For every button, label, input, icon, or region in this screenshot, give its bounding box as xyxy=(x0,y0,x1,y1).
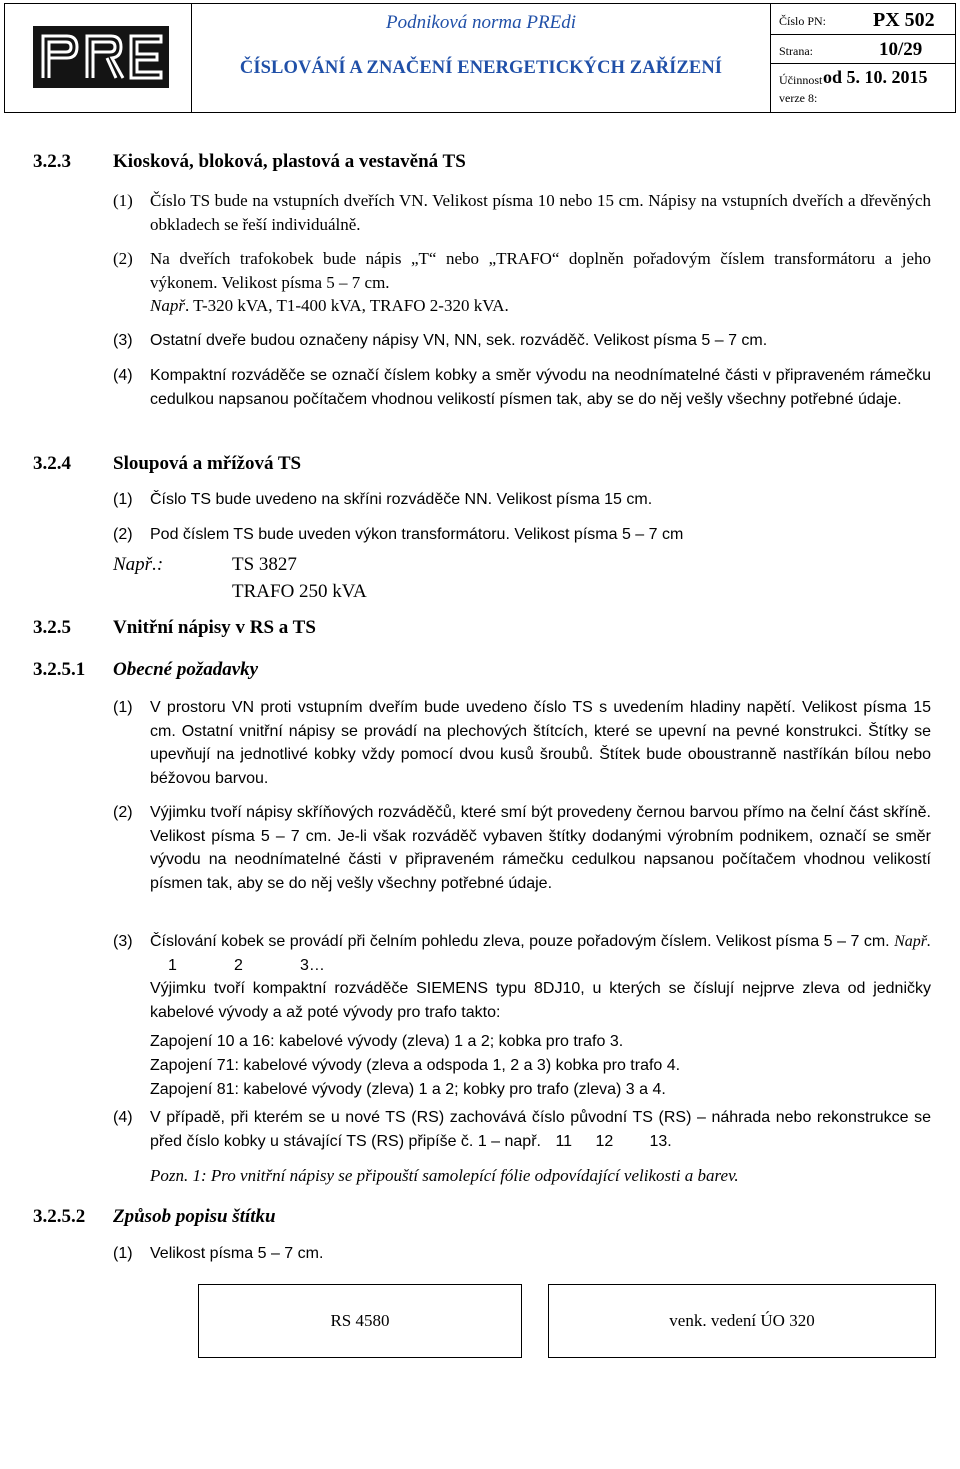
section-heading: Kiosková, bloková, plastová a vestavěná TS xyxy=(113,151,466,172)
paragraph-text: Číslo TS bude na vstupních dveřích VN. Velikost písma 10 nebo 15 cm. Nápisy na vstupních dveřích a dřevěných obkladech se řeší individuálně. xyxy=(150,191,931,234)
strana-label: Strana: xyxy=(779,44,813,58)
label-example-left xyxy=(198,1284,522,1358)
example-label: Např.: xyxy=(113,554,164,575)
label-example-text: venk. vedení ÚO 320 xyxy=(669,1311,815,1330)
paragraph xyxy=(113,696,931,790)
norm-title: Podniková norma PREdi xyxy=(386,12,576,33)
paragraph xyxy=(113,189,931,236)
strana-row xyxy=(771,35,955,64)
paragraph-example xyxy=(150,294,931,318)
subsection-number: 3.2.5.2 xyxy=(33,1206,86,1227)
header-meta-cell xyxy=(771,4,955,112)
document-title: ČÍSLOVÁNÍ A ZNAČENÍ ENERGETICKÝCH ZAŘÍZENÍ xyxy=(239,58,723,78)
example-line: TS 3827 xyxy=(232,554,297,575)
paragraph xyxy=(113,488,931,512)
example-line: TRAFO 250 kVA xyxy=(232,581,367,602)
paragraph-text: Kompaktní rozváděče se označí číslem kobky a směr vývodu na neodnímatelné části v připraveném rámečku cedulkou napsanou počítačem vhodnou velikostí písmen tak, aby se do něj vešly všechny potřebné údaje. xyxy=(150,367,931,408)
strana-value: 10/29 xyxy=(879,39,923,60)
paragraph-number: (4) xyxy=(113,1109,133,1126)
paragraph-number: (2) xyxy=(113,249,133,268)
paragraph-text: Výjimku tvoří nápisy skříňových rozváděčů, které smí být provedeny černou barvou přímo na čelní část skříně. Velikost písma 5 – 7 cm. Je-li však rozváděč vybaven štítky dodanými výrobním podnikem, označí se směr vývodu na neodnímatelné části v připraveném rámečku cedulkou napsanou počítačem vhodnou velikostí písmen tak, aby se do něj vešly všechny potřebné údaje. xyxy=(150,804,931,892)
paragraph-text xyxy=(150,1106,931,1153)
paragraph-text xyxy=(150,930,931,977)
paragraph-number: (3) xyxy=(113,332,133,349)
paragraph xyxy=(113,930,931,1101)
subsection-heading: Způsob popisu štítku xyxy=(113,1206,276,1227)
cislo-pn-label: Číslo PN: xyxy=(779,14,827,28)
paragraph xyxy=(113,1242,931,1266)
verze-row xyxy=(771,87,955,111)
subsection-heading: Obecné požadavky xyxy=(113,659,259,680)
section-heading: Vnitřní nápisy v RS a TS xyxy=(113,617,316,638)
paragraph-number: (1) xyxy=(113,491,133,508)
section-number: 3.2.5 xyxy=(33,617,71,638)
paragraph-number: (4) xyxy=(113,367,133,384)
cislo-pn-row xyxy=(771,4,955,35)
paragraph-number: (1) xyxy=(113,191,133,210)
paragraph-text-part: V případě, při kterém se u nové TS (RS) zachovává číslo původní TS (RS) – náhrada nebo rekonstrukce se před číslo kobky u stávající TS (RS) připíše č. 1 – např. xyxy=(150,1109,931,1150)
ucinnost-row xyxy=(771,64,955,89)
verze-label: verze 8: xyxy=(779,91,818,105)
pre-logo-graphic xyxy=(33,26,169,88)
paragraph-text: Číslo TS bude uvedeno na skříni rozváděče NN. Velikost písma 15 cm. xyxy=(150,491,653,508)
subsection-number: 3.2.5.1 xyxy=(33,659,86,680)
label-example-text: RS 4580 xyxy=(330,1311,390,1330)
kobka-number: 11 xyxy=(555,1132,573,1150)
paragraph xyxy=(113,364,931,411)
kobka-number: 13. xyxy=(649,1132,672,1150)
paragraph-text: V prostoru VN proti vstupním dveřím bude uvedeno číslo TS s uvedením hladiny napětí. Velikost písma 15 cm. Ostatní vnitřní nápisy se provádí na plechových štítcích, které se upevní na pevné konstrukci. Štítky se upevňují na jednotlivé kobky vždy pomocí dvou kusů šroubů. Štítek bude oboustranně nastříkán bílou nebo béžovou barvou. xyxy=(150,699,931,787)
paragraph-text: Na dveřích trafokobek bude nápis „T“ nebo „TRAFO“ doplněn pořadovým číslem transformátoru a jeho výkonem. Velikost písma 5 – 7 cm. xyxy=(150,249,931,292)
paragraph-text-part: Číslování kobek se provádí při čelním pohledu zleva, pouze pořadovým číslem. Velikost písma 5 – 7 cm. xyxy=(150,933,890,950)
kobka-number: 2 xyxy=(234,956,243,974)
zapojeni-line: Zapojení 10 a 16: kabelové vývody (zleva) 1 a 2; kobka pro trafo 3. xyxy=(150,1033,624,1051)
cislo-pn-value: PX 502 xyxy=(873,9,935,31)
pre-logo xyxy=(33,26,169,88)
zapojeni-line: Zapojení 81: kabelové vývody (zleva) 1 a 2; kobky pro trafo (zleva) 3 a 4. xyxy=(150,1080,666,1098)
paragraph-text: Pod číslem TS bude uveden výkon transformátoru. Velikost písma 5 – 7 cm xyxy=(150,526,684,543)
label-example-right xyxy=(548,1284,936,1358)
paragraph xyxy=(113,247,931,318)
kobka-number: 3… xyxy=(300,956,325,974)
kobka-number: 12 xyxy=(595,1132,614,1150)
section-number: 3.2.4 xyxy=(33,453,71,474)
paragraph xyxy=(113,523,931,547)
section-number: 3.2.3 xyxy=(33,151,71,172)
ucinnost-value: od 5. 10. 2015 xyxy=(823,67,928,87)
example-label: Např. xyxy=(894,933,931,950)
paragraph-number: (3) xyxy=(113,933,133,950)
header-title-cell xyxy=(192,4,771,112)
paragraph-number: (2) xyxy=(113,526,133,543)
paragraph xyxy=(113,801,931,895)
paragraph xyxy=(113,329,931,353)
section-heading: Sloupová a mřížová TS xyxy=(113,453,302,474)
example-label: Např xyxy=(150,296,185,316)
note: Pozn. 1: Pro vnitřní nápisy se připouští samolepící fólie odpovídající velikosti a barev. xyxy=(150,1166,739,1185)
paragraph-number: (1) xyxy=(113,1245,133,1262)
paragraph-number: (1) xyxy=(113,699,133,716)
paragraph-text: Výjimku tvoří kompaktní rozváděče SIEMENS typu 8DJ10, u kterých se číslují nejprve zleva od jedničky kabelové vývody a až poté vývody pro trafo takto: xyxy=(150,980,931,1021)
logo-cell xyxy=(5,4,192,112)
paragraph-number: (2) xyxy=(113,804,133,821)
paragraph-text: Ostatní dveře budou označeny nápisy VN, NN, sek. rozváděč. Velikost písma 5 – 7 cm. xyxy=(150,332,768,349)
zapojeni-line: Zapojení 71: kabelové vývody (zleva a odspoda 1, 2 a 3) kobka pro trafo 4. xyxy=(150,1056,681,1074)
example-text: . T-320 kVA, T1-400 kVA, TRAFO 2-320 kVA. xyxy=(184,296,509,316)
kobka-number: 1 xyxy=(168,956,177,974)
paragraph-text: Velikost písma 5 – 7 cm. xyxy=(150,1245,324,1262)
document-header xyxy=(4,3,956,113)
ucinnost-label: Účinnost xyxy=(779,73,823,87)
paragraph xyxy=(113,1106,931,1153)
